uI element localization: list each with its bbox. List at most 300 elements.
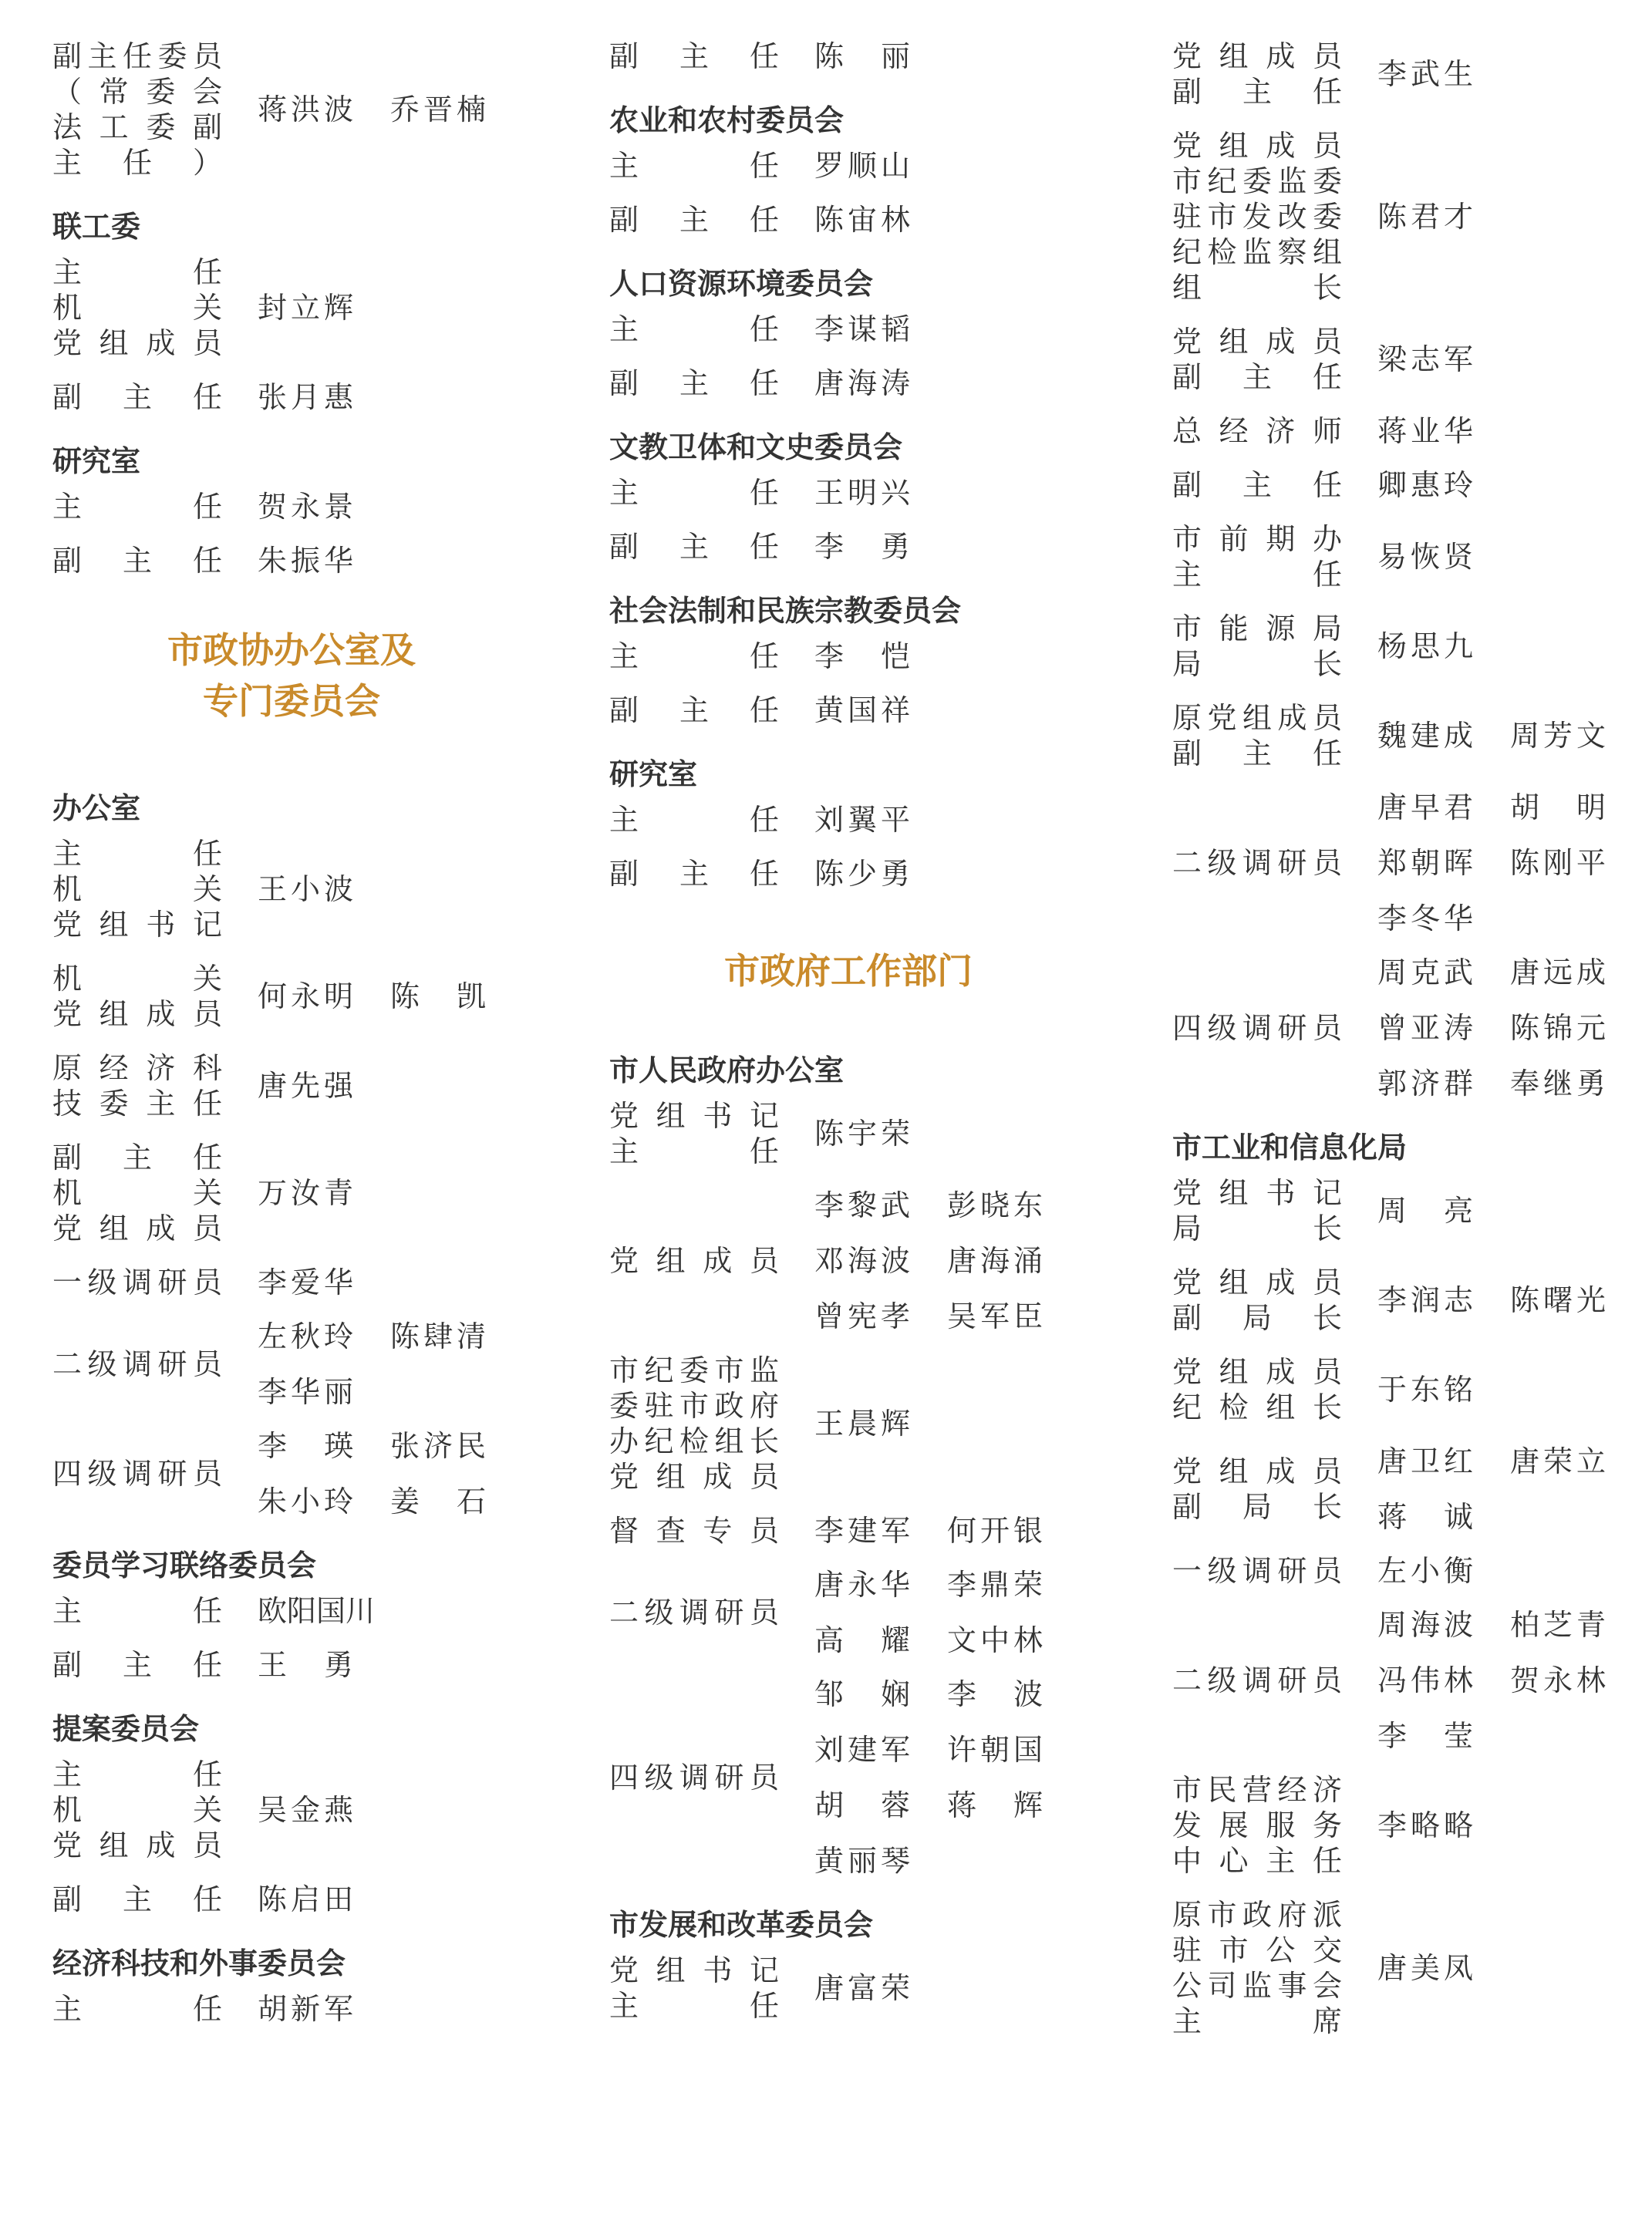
person-names	[1377, 539, 1650, 575]
entry-row	[609, 1513, 1103, 1549]
position-title-line: 主任	[52, 837, 222, 871]
position-title	[609, 366, 779, 401]
person-names	[1377, 718, 1650, 753]
position-title	[52, 1882, 222, 1917]
position-title-line: 办纪检组长	[609, 1424, 779, 1458]
person-name: 王小波	[258, 872, 353, 906]
position-title-line: 发展服务	[1172, 1808, 1342, 1842]
position-title-line: 局长	[1172, 1212, 1342, 1245]
position-title-line: 主任	[52, 1594, 222, 1628]
person-name: 李恺	[814, 639, 910, 673]
position-title-line: 原党组成员	[1172, 701, 1342, 735]
person-name: 贺永景	[258, 490, 353, 524]
position-title-line: 机关	[52, 962, 222, 996]
person-names	[814, 693, 1103, 728]
person-names	[258, 1265, 546, 1300]
section-title-line: 市政府工作部门	[724, 950, 973, 992]
position-title	[1172, 128, 1342, 305]
position-title	[609, 1243, 779, 1279]
person-name: 黄国祥	[814, 693, 910, 727]
person-name: 姜石	[390, 1485, 486, 1518]
person-name: 胡新军	[258, 1992, 353, 2026]
position-title	[1172, 39, 1342, 110]
position-title-line: 总经济师	[1172, 414, 1342, 448]
person-name: 曾亚涛	[1377, 1011, 1473, 1045]
entry-row	[52, 39, 546, 180]
person-name: 唐富荣	[814, 1971, 910, 2005]
person-names	[1377, 342, 1650, 377]
person-name: 曾宪孝	[814, 1299, 910, 1333]
entry-row	[52, 1319, 546, 1410]
person-name: 李波	[947, 1677, 1043, 1711]
position-title	[52, 836, 222, 942]
department-heading: 委员学习联络委员会	[52, 1549, 317, 1582]
person-names	[1377, 413, 1650, 449]
section-title	[609, 945, 1087, 996]
entry-row	[1172, 700, 1650, 771]
person-names	[814, 39, 1103, 74]
section-title-line: 市政协办公室及	[167, 629, 416, 671]
position-title	[1172, 413, 1342, 449]
position-title-line: 副主任	[1172, 736, 1342, 770]
person-name: 李润志	[1377, 1283, 1473, 1317]
position-title-line: 副主任	[609, 203, 779, 237]
person-name: 唐远成	[1510, 955, 1606, 989]
person-name: 唐海涌	[947, 1244, 1043, 1278]
person-names	[1377, 955, 1650, 1101]
entry-row	[1172, 1175, 1650, 1246]
person-name: 胡蓉	[814, 1788, 910, 1822]
position-title-line: 副主任	[609, 693, 779, 727]
column-3	[1172, 39, 1650, 2058]
position-title-line: 党组成员	[52, 326, 222, 360]
department-heading: 办公室	[52, 791, 141, 825]
position-title	[609, 202, 779, 238]
position-title-line: 原经济科	[52, 1051, 222, 1085]
person-name: 乔晋楠	[390, 93, 486, 126]
entry-row	[609, 202, 1103, 238]
position-title-line: 技委主任	[52, 1087, 222, 1121]
position-title	[609, 1595, 779, 1630]
entry-row	[609, 39, 1103, 74]
position-title	[1172, 1265, 1342, 1336]
position-title-line: 副主任	[52, 1141, 222, 1175]
person-name: 何永明	[258, 979, 353, 1013]
person-names	[1377, 790, 1650, 936]
person-names	[258, 1647, 546, 1683]
person-name: 易恢贤	[1377, 540, 1473, 574]
person-names	[1377, 1808, 1650, 1843]
position-title	[1172, 1772, 1342, 1879]
entry-row	[609, 856, 1103, 891]
column-1	[52, 39, 546, 2045]
person-name: 彭晓东	[947, 1188, 1043, 1222]
entry-row	[52, 254, 546, 361]
person-name: 蒋诚	[1377, 1500, 1473, 1534]
position-title-line: 委驻市政府	[609, 1389, 779, 1423]
person-name: 王勇	[258, 1648, 353, 1682]
person-name: 王明兴	[814, 476, 910, 510]
position-title-line: 主任	[1172, 558, 1342, 591]
position-title-line: 副主任	[1172, 75, 1342, 109]
position-title	[1172, 611, 1342, 682]
position-title	[1172, 1010, 1342, 1046]
position-title	[1172, 1663, 1342, 1698]
entry-row	[609, 1567, 1103, 1658]
person-names	[1377, 1950, 1650, 1986]
person-name: 胡明	[1510, 790, 1606, 824]
person-names	[258, 1428, 546, 1519]
department-heading: 研究室	[52, 444, 141, 478]
position-title	[609, 1513, 779, 1549]
person-name: 李冬华	[1377, 902, 1473, 935]
person-name: 邹娴	[814, 1677, 910, 1711]
entry-row	[52, 379, 546, 415]
entry-row	[52, 1757, 546, 1863]
person-name: 卿惠玲	[1377, 468, 1473, 502]
person-name: 杨思九	[1377, 629, 1473, 663]
entry-row	[1172, 521, 1650, 592]
entry-row	[1172, 611, 1650, 682]
position-title-line: 纪检组长	[1172, 1390, 1342, 1424]
person-names	[814, 1513, 1103, 1549]
entry-row	[609, 693, 1103, 728]
person-name: 李爱华	[258, 1266, 353, 1299]
entry-row	[1172, 955, 1650, 1101]
person-names	[1377, 1607, 1650, 1754]
position-title	[52, 543, 222, 578]
person-name: 许朝国	[947, 1733, 1043, 1767]
position-title	[609, 693, 779, 728]
position-title-line: 市前期办	[1172, 522, 1342, 556]
position-title	[1172, 1175, 1342, 1246]
person-names	[1377, 56, 1650, 92]
position-title	[52, 379, 222, 415]
entry-row	[1172, 324, 1650, 395]
person-name: 唐卫红	[1377, 1444, 1473, 1478]
entry-row	[52, 1647, 546, 1683]
position-title-line: 党组成员	[1172, 39, 1342, 73]
person-name: 唐先强	[258, 1069, 353, 1103]
position-title-line: 副主任	[52, 380, 222, 414]
position-title	[609, 856, 779, 891]
entry-row	[1172, 467, 1650, 503]
person-names	[258, 379, 546, 415]
position-title-line: 副主任	[52, 1648, 222, 1682]
department-heading: 文教卫体和文史委员会	[609, 430, 903, 464]
entry-row	[52, 1140, 546, 1246]
person-name: 李谋韬	[814, 312, 910, 346]
position-title-line: 原市政府派	[1172, 1898, 1342, 1932]
entry-row	[609, 1677, 1103, 1879]
entry-row	[609, 1953, 1103, 2024]
person-name: 唐荣立	[1510, 1444, 1606, 1478]
position-title	[609, 1098, 779, 1169]
person-name: 黄丽琴	[814, 1844, 910, 1878]
position-title-line: 机关	[52, 1793, 222, 1827]
position-title-line: 党组书记	[52, 908, 222, 942]
entry-row	[1172, 128, 1650, 305]
position-title	[52, 489, 222, 524]
position-title-line: 主任	[52, 1758, 222, 1791]
department-heading: 社会法制和民族宗教委员会	[609, 594, 962, 628]
person-name: 柏芝青	[1510, 1608, 1606, 1642]
entry-row	[52, 1050, 546, 1121]
position-title-line: 党组成员	[609, 1460, 779, 1494]
person-names	[1377, 629, 1650, 664]
department-heading: 农业和农村委员会	[609, 103, 845, 137]
position-title-line: 党组成员	[1172, 1454, 1342, 1488]
person-name: 左秋玲	[258, 1319, 353, 1353]
position-title-line: 主任	[52, 1992, 222, 2026]
position-title-line: 中心主任	[1172, 1844, 1342, 1878]
person-name: 李勇	[814, 530, 910, 564]
position-title-line: 驻市发改委	[1172, 200, 1342, 234]
position-title-line: 二级调研员	[1172, 1663, 1342, 1697]
person-name: 蒋洪波	[258, 93, 353, 126]
position-title-line: 副主任	[609, 530, 779, 564]
person-names	[258, 1882, 546, 1917]
position-title-line: 党组成员	[609, 1244, 779, 1278]
person-names	[814, 312, 1103, 347]
department-heading: 市人民政府办公室	[609, 1053, 845, 1087]
position-title	[52, 1140, 222, 1246]
position-title-line: 党组书记	[609, 1099, 779, 1133]
position-title-line: 党组书记	[609, 1953, 779, 1987]
position-title-line: 公司监事会	[1172, 1969, 1342, 2003]
position-title-line: 副主任	[52, 1882, 222, 1916]
position-title-line: 主任	[609, 1989, 779, 2023]
position-title-line: 党组成员	[1172, 325, 1342, 359]
person-name: 周海波	[1377, 1608, 1473, 1642]
person-names	[258, 979, 546, 1014]
person-name: 吴金燕	[258, 1793, 353, 1827]
person-name: 蒋业华	[1377, 414, 1473, 448]
position-title	[609, 148, 779, 184]
entry-row	[609, 802, 1103, 838]
person-names	[814, 475, 1103, 511]
person-names	[1377, 1282, 1650, 1318]
department-heading: 人口资源环境委员会	[609, 267, 874, 301]
person-names	[258, 1068, 546, 1104]
position-title-line: 副局长	[1172, 1301, 1342, 1335]
position-title	[1172, 845, 1342, 881]
person-name: 陈启田	[258, 1882, 353, 1916]
position-title	[52, 1265, 222, 1300]
position-title	[52, 254, 222, 361]
person-name: 李瑛	[258, 1429, 353, 1463]
person-names	[1377, 1553, 1650, 1589]
department-heading: 提案委员会	[52, 1712, 200, 1746]
entry-row	[52, 543, 546, 578]
position-title-line: 一级调研员	[1172, 1554, 1342, 1588]
entry-row	[52, 489, 546, 524]
position-title-line: （常委会	[52, 75, 222, 109]
entry-row	[52, 836, 546, 942]
person-name: 冯伟林	[1377, 1663, 1473, 1697]
person-name: 陈凯	[390, 979, 486, 1013]
person-name: 封立辉	[258, 291, 353, 325]
position-title-line: 二级调研员	[609, 1596, 779, 1630]
position-title-line: 市能源局	[1172, 612, 1342, 645]
person-name: 李莹	[1377, 1719, 1473, 1753]
department-heading: 市发展和改革委员会	[609, 1908, 874, 1942]
person-name: 罗顺山	[814, 149, 910, 183]
department-heading: 研究室	[609, 757, 698, 791]
entry-row	[1172, 413, 1650, 449]
person-name: 李鼎荣	[947, 1568, 1043, 1602]
position-title	[52, 39, 222, 180]
person-names	[1377, 1444, 1650, 1535]
column-2	[609, 39, 1103, 2042]
person-names	[814, 1567, 1103, 1658]
position-title-line: 党组成员	[52, 1212, 222, 1245]
person-names	[1377, 467, 1650, 503]
person-name: 张济民	[390, 1429, 486, 1463]
position-title-line: 四级调研员	[52, 1457, 222, 1491]
position-title	[1172, 1454, 1342, 1525]
position-title-line: 二级调研员	[1172, 846, 1342, 880]
person-names	[814, 802, 1103, 838]
position-title	[609, 39, 779, 74]
entry-row	[52, 1991, 546, 2027]
person-name: 朱振华	[258, 544, 353, 578]
person-name: 郭济群	[1377, 1067, 1473, 1100]
position-title	[1172, 1553, 1342, 1589]
person-name: 文中林	[947, 1623, 1043, 1657]
position-title-line: 主任	[609, 803, 779, 837]
position-title	[52, 1757, 222, 1863]
position-title	[52, 1050, 222, 1121]
person-name: 王晨辉	[814, 1407, 910, 1441]
person-name: 高耀	[814, 1623, 910, 1657]
entry-row	[1172, 39, 1650, 110]
person-names	[258, 871, 546, 907]
position-title-line: 副主任	[52, 544, 222, 578]
entry-row	[609, 1098, 1103, 1169]
position-title	[52, 1456, 222, 1491]
person-name: 李建军	[814, 1514, 910, 1548]
position-title-line: 副主任委员	[52, 39, 222, 73]
entry-row	[1172, 1354, 1650, 1425]
entry-row	[52, 961, 546, 1032]
person-name: 李华丽	[258, 1375, 353, 1409]
entry-row	[1172, 1265, 1650, 1336]
entry-row	[52, 1593, 546, 1629]
section-title-line: 专门委员会	[203, 680, 380, 722]
position-title	[52, 1346, 222, 1382]
person-names	[258, 1792, 546, 1828]
person-name: 奉继勇	[1510, 1067, 1606, 1100]
department-heading: 市工业和信息化局	[1172, 1131, 1408, 1164]
position-title-line: 市纪委市监	[609, 1353, 779, 1387]
position-title-line: 局长	[1172, 647, 1342, 681]
person-name: 李略略	[1377, 1808, 1473, 1842]
person-name: 朱小玲	[258, 1485, 353, 1518]
entry-row	[1172, 1607, 1650, 1754]
position-title	[609, 1760, 779, 1795]
position-title	[609, 475, 779, 511]
person-names	[814, 148, 1103, 184]
person-name: 周克武	[1377, 955, 1473, 989]
position-title-line: 四级调研员	[609, 1761, 779, 1795]
position-title-line: 市民营经济	[1172, 1773, 1342, 1807]
position-title-line: 党组书记	[1172, 1176, 1342, 1210]
position-title	[1172, 1354, 1342, 1425]
person-name: 郑朝晖	[1377, 846, 1473, 880]
position-title	[609, 312, 779, 347]
entry-row	[609, 312, 1103, 347]
position-title-line: 副主任	[609, 39, 779, 73]
person-name: 周亮	[1377, 1194, 1473, 1228]
position-title-line: 机关	[52, 1176, 222, 1210]
entry-row	[609, 366, 1103, 401]
person-names	[1377, 199, 1650, 234]
position-title-line: 督查专员	[609, 1514, 779, 1548]
person-names	[814, 856, 1103, 891]
person-names	[814, 366, 1103, 401]
position-title	[609, 1353, 779, 1495]
position-title-line: 副主任	[609, 857, 779, 891]
entry-row	[52, 1265, 546, 1300]
person-names	[814, 1116, 1103, 1151]
person-names	[258, 543, 546, 578]
position-title-line: 市纪委监委	[1172, 164, 1342, 198]
position-title-line: 主任	[609, 639, 779, 673]
person-names	[814, 1970, 1103, 2006]
entry-row	[1172, 1897, 1650, 2039]
entry-row	[52, 1882, 546, 1917]
position-title-line: 党组成员	[52, 1828, 222, 1862]
person-name: 魏建成	[1377, 719, 1473, 753]
entry-row	[609, 475, 1103, 511]
position-title	[609, 529, 779, 565]
person-name: 陈少勇	[814, 857, 910, 891]
person-names	[258, 92, 546, 127]
position-title-line: 机关	[52, 291, 222, 325]
position-title-line: 副主任	[609, 366, 779, 400]
position-title-line: 纪检监察组	[1172, 235, 1342, 269]
position-title-line: 组长	[1172, 271, 1342, 305]
entry-row	[609, 529, 1103, 565]
person-name: 陈锦元	[1510, 1011, 1606, 1045]
person-name: 蒋辉	[947, 1788, 1043, 1822]
person-name: 何开银	[947, 1514, 1043, 1548]
person-name: 邓海波	[814, 1244, 910, 1278]
position-title	[1172, 324, 1342, 395]
position-title-line: 驻市公交	[1172, 1933, 1342, 1967]
position-title-line: 机关	[52, 872, 222, 906]
entry-row	[1172, 790, 1650, 936]
entry-row	[52, 1428, 546, 1519]
person-name: 唐海涛	[814, 366, 910, 400]
person-name: 唐永华	[814, 1568, 910, 1602]
department-heading: 经济科技和外事委员会	[52, 1946, 346, 1980]
person-names	[258, 1991, 546, 2027]
entry-row	[609, 639, 1103, 674]
person-name: 万汝青	[258, 1176, 353, 1210]
person-name: 欧阳国川	[258, 1594, 376, 1628]
position-title-line: 法工委副	[52, 110, 222, 144]
position-title-line: 副局长	[1172, 1490, 1342, 1524]
person-names	[814, 1188, 1103, 1334]
position-title-line: 党组成员	[1172, 129, 1342, 163]
person-name: 梁志军	[1377, 342, 1473, 376]
person-names	[258, 1593, 546, 1629]
person-name: 周芳文	[1510, 719, 1606, 753]
person-names	[258, 489, 546, 524]
position-title-line: 主任	[52, 490, 222, 524]
